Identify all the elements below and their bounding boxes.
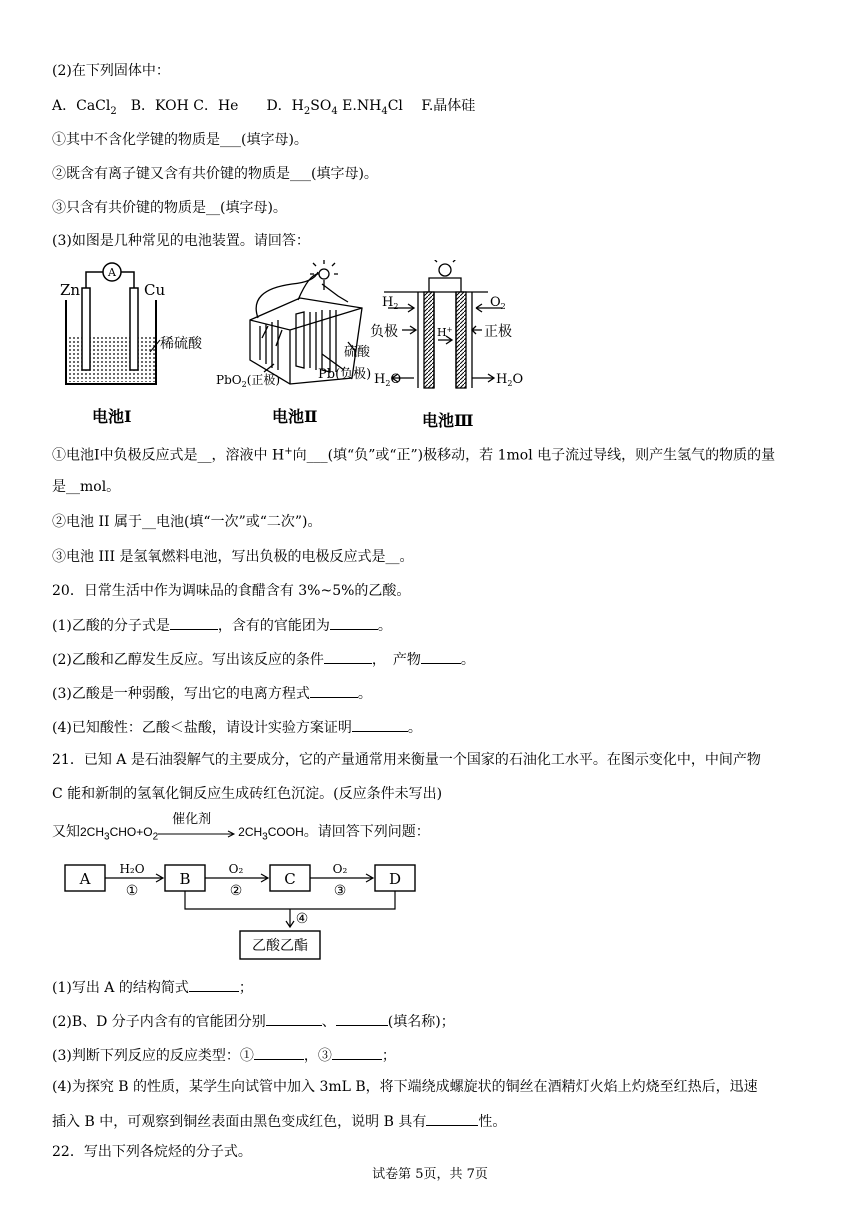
cu-label: Cu — [144, 281, 166, 299]
h2o-left-label: $H_2O$ — [374, 372, 402, 388]
q20-title: 20．日常生活中作为调味品的食醋含有 3%~5%的乙酸。 — [52, 583, 411, 599]
product-label: 乙酸乙酯 — [252, 938, 308, 954]
reagent-1: H₂O — [119, 862, 145, 876]
catalyst-arrow: 催化剂 — [158, 825, 238, 839]
answer-blank[interactable] — [332, 1045, 382, 1060]
answer-blank[interactable] — [266, 1011, 322, 1026]
q3-title: (3)如图是几种常见的电池装置。请回答： — [52, 233, 310, 249]
answer-blank[interactable] — [421, 649, 461, 664]
q2-item2: ②既含有离子键又含有共价键的物质是___(填字母)。 — [52, 166, 378, 182]
page-footer: 试卷第 5页，共 7页 — [372, 1167, 488, 1182]
step-4: ④ — [295, 911, 309, 927]
battery-2-caption: 电池Ⅱ — [272, 407, 318, 426]
reaction-flow-diagram — [60, 857, 420, 967]
pbo2-label: PbO$_2$(正极) — [216, 373, 281, 389]
q21-sub3: (3)判断下列反应的反应类型：① ，③ ； — [52, 1045, 396, 1065]
battery-3-caption: 电池Ⅲ — [422, 411, 474, 430]
answer-blank[interactable] — [310, 683, 358, 698]
answer-blank[interactable] — [254, 1045, 304, 1060]
node-d-label: D — [388, 870, 402, 888]
answer-blank[interactable] — [170, 615, 218, 630]
q3-item3: ③电池 III 是氢氧燃料电池，写出负极的电极反应式是__。 — [52, 549, 414, 565]
step-1: ① — [125, 883, 139, 899]
battery-1-caption: 电池Ⅰ — [92, 407, 132, 426]
node-c-label: C — [284, 870, 296, 888]
q2-item1: ①其中不含化学键的物质是___(填字母)。 — [52, 132, 308, 148]
zn-label: Zn — [60, 281, 81, 299]
answer-blank[interactable] — [324, 649, 372, 664]
answer-blank[interactable] — [352, 717, 408, 732]
q21-sub2: (2)B、D 分子内含有的官能团分别 、 (填名称)； — [52, 1011, 455, 1031]
q3-item1-line1: ①电池Ⅰ中负极反应式是__，溶液中 H+向___(填“负”或“正”)极移动，若 1mol 电子流过导线，则产生氢气的物质的量 — [52, 446, 776, 464]
q20-sub1: (1)乙酸的分子式是 ，含有的官能团为 。 — [52, 615, 392, 635]
step-3: ③ — [333, 883, 347, 899]
negative-label: 负极 — [370, 324, 398, 340]
q3-item2: ②电池 II 属于__电池(填“一次”或“二次”)。 — [52, 514, 322, 530]
answer-blank[interactable] — [330, 615, 378, 630]
q21-sub4-line1: (4)为探究 B 的性质，某学生向试管中加入 3mL B，将下端绕成螺旋状的铜丝在酒精灯火焰上灼烧至红热后，迅速 — [52, 1079, 758, 1095]
q21-sub4-line2: 插入 B 中，可观察到铜丝表面由黑色变成红色，说明 B 具有 性。 — [52, 1111, 506, 1131]
hplus-label: H+ — [437, 326, 453, 339]
electrolyte-label: 稀硫酸 — [160, 336, 202, 352]
q20-sub4: (4)已知酸性：乙酸＜盐酸，请设计实验方案证明 。 — [52, 717, 422, 737]
q21-sub1: (1)写出 A 的结构简式 ； — [52, 977, 253, 997]
q2-title: (2)在下列固体中： — [52, 63, 170, 79]
sulfuric-acid-label: 硫酸 — [344, 345, 371, 360]
reagent-2: O₂ — [228, 862, 244, 876]
pb-label: Pb(负极) — [318, 367, 372, 382]
q2-options: A．CaCl$_2$ B．KOH C．He D．$H_2SO_4$ $E.NH_4Cl$ F.晶体硅 — [52, 98, 476, 117]
positive-label: 正极 — [484, 324, 512, 340]
q20-sub2: (2)乙酸和乙醇发生反应。写出该反应的条件 ， 产物 。 — [52, 649, 475, 669]
answer-blank[interactable] — [336, 1011, 388, 1026]
q22-title: 22．写出下列各烷烃的分子式。 — [52, 1144, 252, 1160]
step-2: ② — [229, 883, 243, 899]
q21-known-equation: 又知$2CH_3CHO+O_2$ 催化剂 $2CH_3COOH$。请回答下列问题： — [52, 812, 430, 843]
battery-1-diagram — [60, 263, 203, 426]
node-a-label: A — [79, 870, 91, 888]
answer-blank[interactable] — [189, 977, 239, 992]
ammeter-label: A — [108, 266, 116, 279]
h2-label: $H_2$ — [382, 295, 399, 311]
q21-intro-line1: 21．已知 A 是石油裂解气的主要成分，它的产量通常用来衡量一个国家的石油化工水平。在图示变化中，中间产物 — [52, 752, 761, 768]
h2o-right-label: $H_2O$ — [496, 372, 524, 388]
node-b-label: B — [179, 870, 191, 888]
o2-label: $O_2$ — [490, 295, 506, 311]
q20-sub3: (3)乙酸是一种弱酸，写出它的电离方程式 。 — [52, 683, 372, 703]
reagent-3: O₂ — [332, 862, 348, 876]
q21-intro-line2: C 能和新制的氢氧化铜反应生成砖红色沉淀。(反应条件未写出) — [52, 786, 443, 802]
battery-figure — [52, 260, 542, 436]
q2-item3: ③只含有共价键的物质是__(填字母)。 — [52, 200, 287, 216]
q3-item1-line2: 是__mol。 — [52, 479, 121, 495]
answer-blank[interactable] — [426, 1111, 478, 1126]
battery-2-diagram — [216, 260, 371, 426]
battery-3-diagram — [370, 260, 523, 430]
